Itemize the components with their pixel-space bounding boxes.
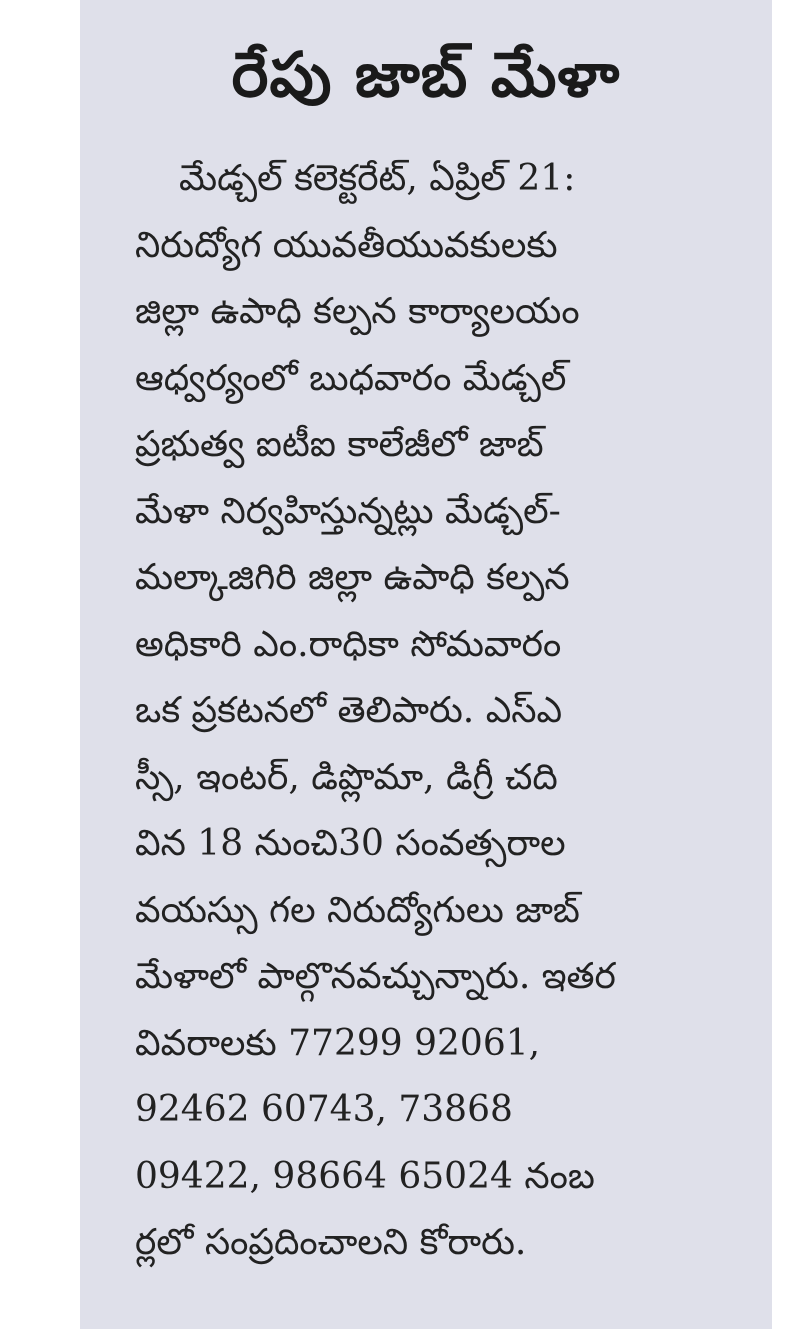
article-line: వయస్సు గల నిరుద్యోగులు జాబ్ (135, 889, 580, 931)
article-line: 09422, 98664 65024 నంబ (135, 1155, 595, 1197)
article-line: జిల్లా ఉపాధి కల్పన కార్యాలయం (135, 291, 580, 332)
article-line: 92462 60743, 73868 (135, 1089, 513, 1130)
article-line: ఆధ్వర్యంలో బుధవారం మేడ్చల్ (135, 357, 567, 399)
article-line: మల్కాజిగిరి జిల్లా ఉపాధి కల్పన (135, 557, 570, 598)
article-line: ప్రభుత్వ ఐటీఐ కాలేజీలో జాబ్ (135, 424, 544, 465)
article-line: విన 18 నుంచి30 సంవత్సరాల (135, 823, 566, 864)
article-line: ర్లలో సంప్రదించాలని కోరారు. (135, 1222, 527, 1263)
headline: రేపు జాబ్ మేళా (231, 38, 621, 111)
article-line: మేళాలో పాల్గొనవచ్చున్నారు. ఇతర (135, 956, 616, 997)
article-line: స్సీ, ఇంటర్, డిప్లొమా, డిగ్రీ చది (135, 756, 558, 798)
article-line: మేళా నిర్వహిస్తున్నట్లు మేడ్చల్- (135, 490, 561, 532)
article-line: నిరుద్యోగ యువతీయువకులకు (135, 224, 558, 266)
article-line: మేడ్చల్ కలెక్టరేట్, ఏప్రిల్ 21: (179, 158, 576, 199)
article-line: అధికారి ఎం.రాధికా సోమవారం (135, 623, 562, 665)
right-margin (772, 0, 800, 1329)
article-line: ఒక ప్రకటనలో తెలిపారు. ఎస్ఎ (135, 690, 563, 731)
newspaper-clipping (80, 0, 772, 1329)
article-line: వివరాలకు 77299 92061, (135, 1022, 541, 1064)
article-body (135, 146, 725, 1277)
left-margin (0, 0, 80, 1329)
